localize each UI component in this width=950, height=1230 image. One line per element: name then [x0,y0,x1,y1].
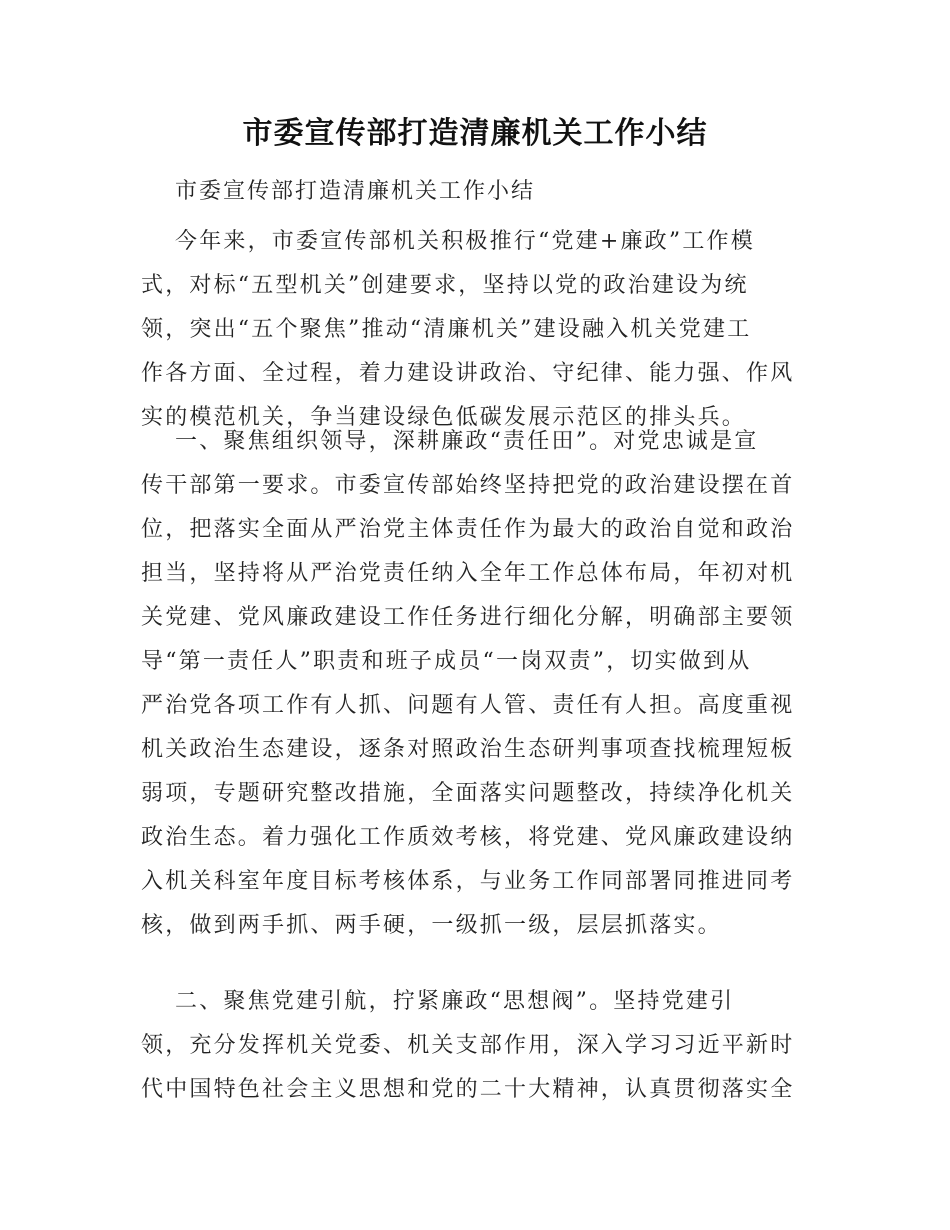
paragraph-line: 作各方面、全过程，着力建设讲政治、守纪律、能力强、作风 [141,361,795,386]
paragraph-line: 核，做到两手抓、两手硬，一级抓一级，层层抓落实。 [141,913,722,938]
paragraph-section-1 [141,420,811,948]
paragraph-line: 位，把落实全面从严治党主体责任作为最大的政治自觉和政治 [141,517,795,542]
document-subtitle: 市委宣传部打造清廉机关工作小结 [175,179,536,204]
paragraph-line: 担当，坚持将从严治党责任纳入全年工作总体布局，年初对机 [141,561,795,586]
paragraph-line: 代中国特色社会主义思想和党的二十大精神，认真贯彻落实全 [141,1077,795,1102]
paragraph-line: 二、聚焦党建引航，拧紧廉政“思想阀”。坚持党建引 [175,989,735,1014]
paragraph-line: 领，充分发挥机关党委、机关支部作用，深入学习习近平新时 [141,1033,795,1058]
paragraph-line: 入机关科室年度目标考核体系，与业务工作同部署同推进同考 [141,869,795,894]
paragraph-line: 弱项，专题研究整改措施，全面落实问题整改，持续净化机关 [141,781,795,806]
paragraph-line: 实的模范机关，争当建设绿色低碳发展示范区的排头兵。 [141,405,747,430]
paragraph-line: 式，对标“五型机关”创建要求，坚持以党的政治建设为统 [141,273,749,298]
paragraph-line: 关党建、党风廉政建设工作任务进行细化分解，明确部主要领 [141,605,795,630]
paragraph-section-2 [141,980,811,1112]
paragraph-line: 严治党各项工作有人抓、问题有人管、责任有人担。高度重视 [141,693,795,718]
paragraph-line: 政治生态。着力强化工作质效考核，将党建、党风廉政建设纳 [141,825,795,850]
paragraph-line: 一、聚焦组织领导，深耕廉政“责任田”。对党忠诚是宣 [175,429,759,454]
paragraph-line: 领，突出“五个聚焦”推动“清廉机关”建设融入机关党建工 [141,317,752,342]
paragraph-line: 机关政治生态建设，逐条对照政治生态研判事项查找梳理短板 [141,737,795,762]
paragraph-intro [141,220,811,440]
paragraph-line: 传干部第一要求。市委宣传部始终坚持把党的政治建设摆在首 [141,473,795,498]
paragraph-line: 今年来，市委宣传部机关积极推行“党建+廉政”工作模 [175,229,755,254]
document-title: 市委宣传部打造清廉机关工作小结 [242,116,708,151]
paragraph-line: 导“第一责任人”职责和班子成员“一岗双责”，切实做到从 [141,649,752,674]
